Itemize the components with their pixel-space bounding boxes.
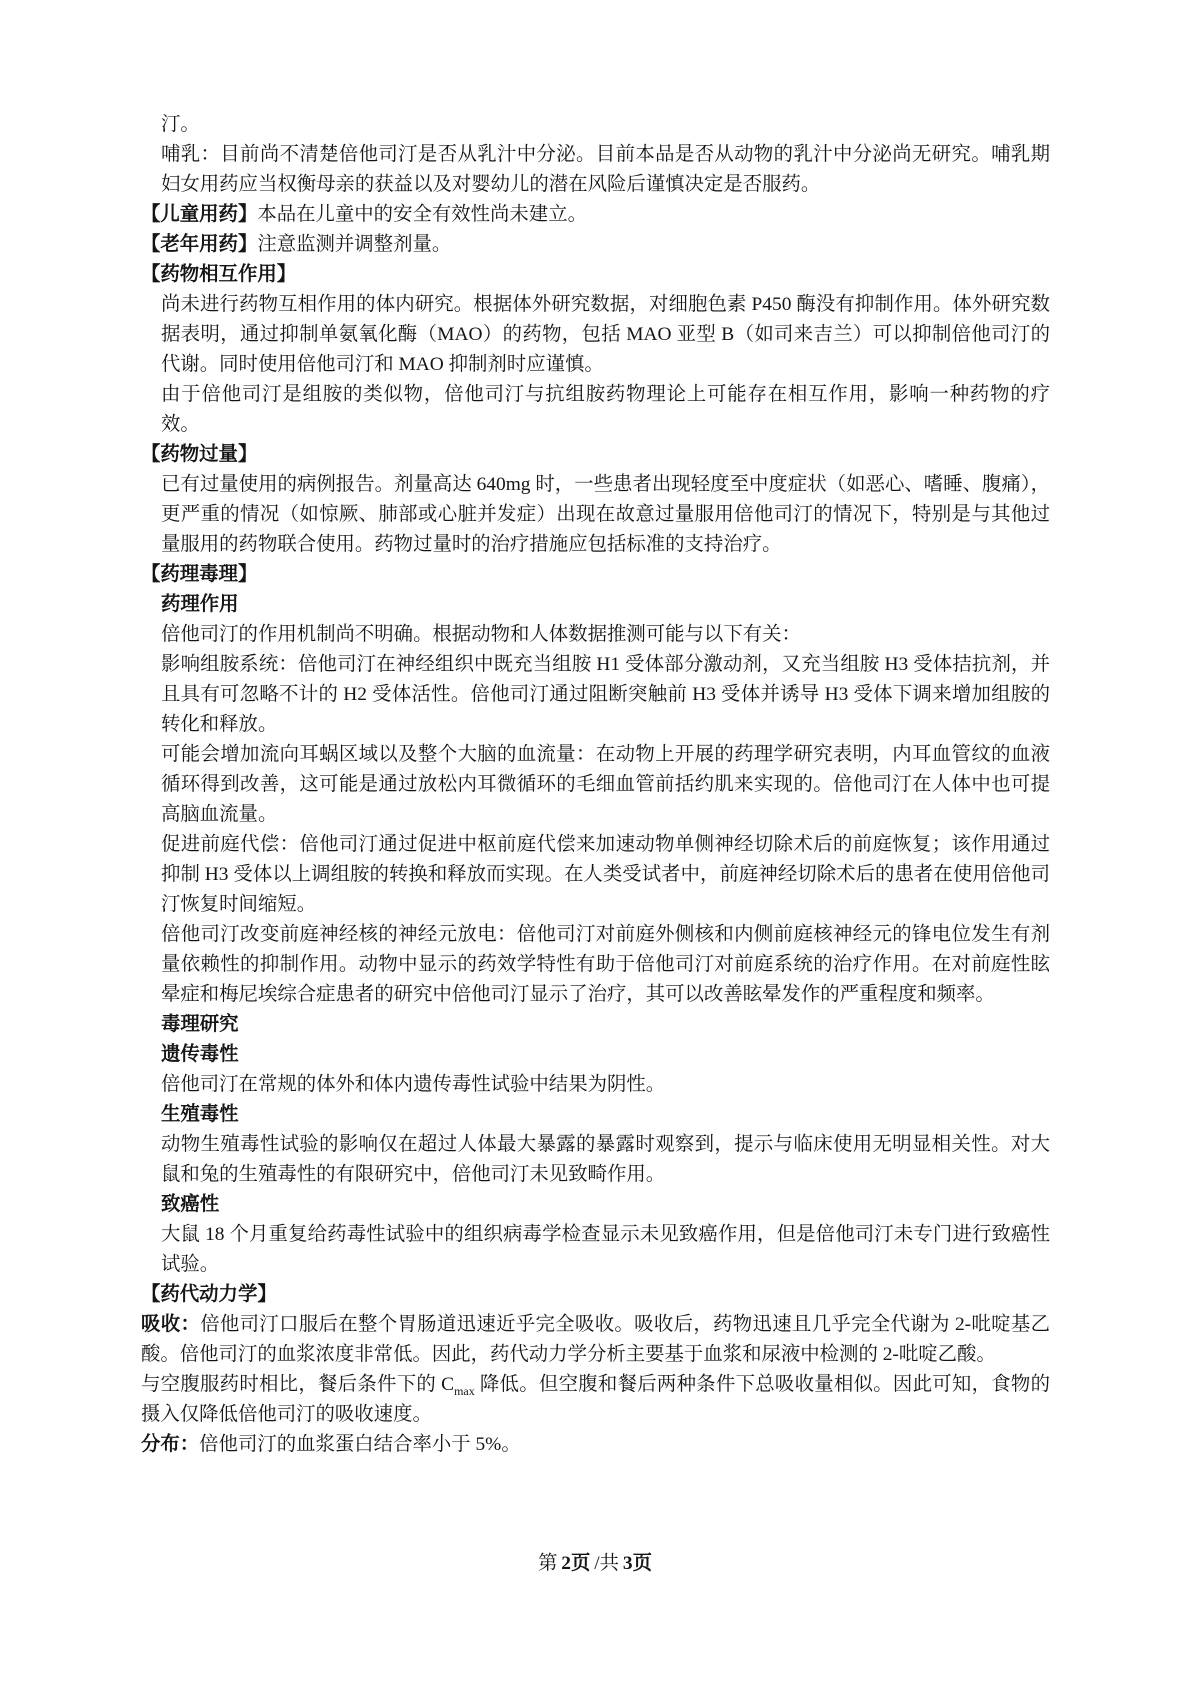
section-title-pharmacokinetics: 【药代动力学】 — [141, 1284, 277, 1305]
paragraph-genotoxicity: 倍他司汀在常规的体外和体内遗传毒性试验中结果为阴性。 — [161, 1074, 666, 1095]
text-absorption: 倍他司汀口服后在整个胃肠道迅速近乎完全吸收。吸收后，药物迅速且几乎完全代谢为 2-吡啶基乙酸。倍他司汀的血浆浓度非常低。因此，药代动力学分析主要基于血浆和尿液中检测的 2-吡啶乙酸。 — [141, 1314, 1051, 1365]
paragraph-drug-interactions-1: 尚未进行药物互相作用的体内研究。根据体外研究数据，对细胞色素 P450 酶没有抑制作用。体外研究数据表明，通过抑制单氨氧化酶（MAO）的药物，包括 MAO 亚型 B（如司来吉兰）可以抑制倍他司汀的代谢。同时使用倍他司汀和 MAO 抑制剂时应谨慎。 — [161, 294, 1050, 375]
subheading-reproductive-toxicity: 生殖毒性 — [161, 1104, 239, 1125]
paragraph-cmax — [141, 1370, 1050, 1430]
lead-distribution: 分布： — [141, 1434, 200, 1455]
lead-absorption: 吸收： — [141, 1314, 201, 1335]
paragraph-histamine-system: 影响组胺系统：倍他司汀在神经组织中既充当组胺 H1 受体部分激动剂，又充当组胺 H3 受体拮抗剂，并且具有可忽略不计的 H2 受体活性。倍他司汀通过阻断突触前 H3 受体并诱导 H3 受体下调来增加组胺的转化和释放。 — [161, 654, 1050, 735]
section-title-overdose: 【药物过量】 — [141, 444, 258, 465]
paragraph-overdose: 已有过量使用的病例报告。剂量高达 640mg 时，一些患者出现轻度至中度症状（如恶心、嗜睡、腹痛），更严重的情况（如惊厥、肺部或心脏并发症）出现在故意过量服用倍他司汀的情况下，特别是与其他过量服用的药物联合使用。药物过量时的治疗措施应包括标准的支持治疗。 — [161, 474, 1050, 555]
section-text-geriatric-use: 注意监测并调整剂量。 — [257, 234, 452, 255]
section-title-drug-interactions: 【药物相互作用】 — [141, 264, 297, 285]
text-cmax-subscript: max — [454, 1383, 475, 1398]
paragraph-neuronal-firing: 倍他司汀改变前庭神经核的神经元放电：倍他司汀对前庭外侧核和内侧前庭核神经元的锋电位发生有剂量依赖性的抑制作用。动物中显示的药效学特性有助于倍他司汀对前庭系统的治疗作用。在对前庭性眩晕症和梅尼埃综合症患者的研究中倍他司汀显示了治疗，其可以改善眩晕发作的严重程度和频率。 — [161, 924, 1050, 1005]
paragraph-carcinogenicity: 大鼠 18 个月重复给药毒性试验中的组织病毒学检查显示未见致癌作用，但是倍他司汀未专门进行致癌性试验。 — [161, 1224, 1050, 1275]
paragraph-drug-interactions-2: 由于倍他司汀是组胺的类似物，倍他司汀与抗组胺药物理论上可能存在相互作用，影响一种药物的疗效。 — [161, 384, 1050, 435]
subheading-toxicology-research: 毒理研究 — [161, 1014, 239, 1035]
paragraph-mechanism-intro: 倍他司汀的作用机制尚不明确。根据动物和人体数据推测可能与以下有关： — [161, 624, 801, 645]
subheading-genotoxicity: 遗传毒性 — [161, 1044, 239, 1065]
paragraph-continuation: 汀。 — [161, 114, 200, 135]
text-cmax-pre: 与空腹服药时相比，餐后条件下的 C — [141, 1374, 455, 1395]
paragraph-absorption — [141, 1310, 1050, 1370]
section-pediatric-use — [141, 200, 1050, 230]
section-title-pediatric-use: 【儿童用药】 — [141, 204, 258, 225]
section-text-pediatric-use: 本品在儿童中的安全有效性尚未建立。 — [257, 204, 587, 225]
text-cmax-post: 降低。但空腹和餐后两种条件下总吸收量相似。因此可知，食物的摄入仅降低倍他司汀的吸收速度。 — [141, 1374, 1050, 1425]
footer-total-pages: 3页 — [622, 1553, 653, 1574]
text-distribution: 倍他司汀的血浆蛋白结合率小于 5%。 — [199, 1434, 521, 1455]
section-geriatric-use — [141, 230, 1050, 260]
footer-prefix: 第 — [537, 1553, 558, 1574]
document-body — [141, 110, 1050, 1460]
footer-current-page: 2页 — [561, 1553, 591, 1574]
section-title-pharmacology-toxicology: 【药理毒理】 — [141, 564, 258, 585]
paragraph-lactation: 哺乳：目前尚不清楚倍他司汀是否从乳汁中分泌。目前本品是否从动物的乳汁中分泌尚无研究。哺乳期妇女用药应当权衡母亲的获益以及对婴幼儿的潜在风险后谨慎决定是否服药。 — [161, 144, 1050, 195]
subheading-pharmacologic-action: 药理作用 — [161, 594, 239, 615]
subheading-carcinogenicity: 致癌性 — [161, 1194, 220, 1215]
paragraph-reproductive-toxicity: 动物生殖毒性试验的影响仅在超过人体最大暴露的暴露时观察到，提示与临床使用无明显相关性。对大鼠和兔的生殖毒性的有限研究中，倍他司汀未见致畸作用。 — [161, 1134, 1050, 1185]
paragraph-distribution — [141, 1430, 1050, 1460]
paragraph-vestibular-compensation: 促进前庭代偿：倍他司汀通过促进中枢前庭代偿来加速动物单侧神经切除术后的前庭恢复；该作用通过抑制 H3 受体以上调组胺的转换和释放而实现。在人类受试者中，前庭神经切除术后的患者在使用倍他司汀恢复时间缩短。 — [161, 834, 1050, 915]
paragraph-blood-flow: 可能会增加流向耳蜗区域以及整个大脑的血流量：在动物上开展的药理学研究表明，内耳血管纹的血液循环得到改善，这可能是通过放松内耳微循环的毛细血管前括约肌来实现的。倍他司汀在人体中也可提高脑血流量。 — [161, 744, 1050, 825]
footer-separator: /共 — [594, 1553, 620, 1574]
section-title-geriatric-use: 【老年用药】 — [141, 234, 258, 255]
page-footer — [0, 1549, 1190, 1579]
